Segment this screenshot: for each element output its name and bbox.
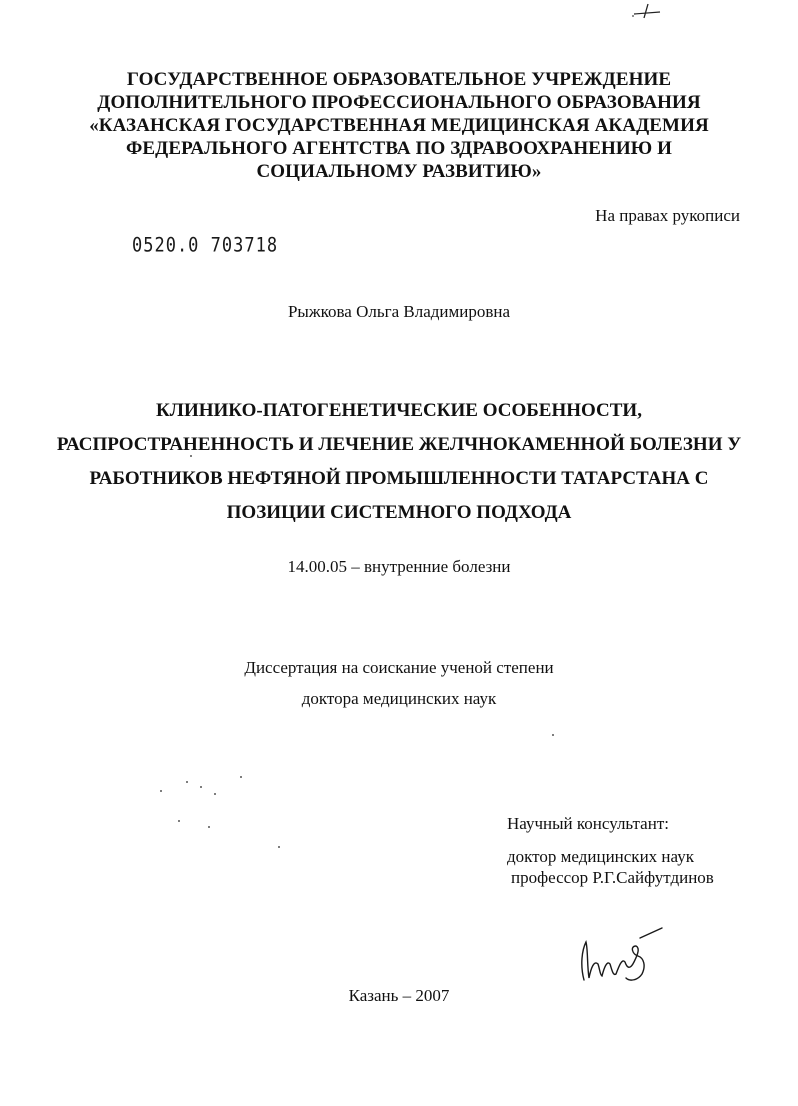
title-line: КЛИНИКО-ПАТОГЕНЕТИЧЕСКИЕ ОСОБЕННОСТИ,: [156, 400, 642, 421]
scan-speck: [178, 820, 180, 822]
serial-number: 0520.0 703718: [132, 234, 279, 257]
scan-speck: [240, 776, 242, 778]
title-line: РАСПРОСТРАНЕННОСТЬ И ЛЕЧЕНИЕ ЖЕЛЧНОКАМЕННОЙ БОЛЕЗНИ У: [56, 434, 742, 455]
scan-speck: [160, 790, 162, 792]
consultant-label: Научный консультант:: [507, 814, 669, 833]
consultant-line: доктор медицинских наук: [507, 847, 694, 866]
scan-speck: [208, 826, 210, 828]
degree-line: доктора медицинских наук: [301, 689, 497, 708]
institution-header: [0, 68, 798, 183]
author-name: Рыжкова Ольга Владимировна: [287, 302, 511, 321]
scan-speck: [214, 793, 216, 795]
scan-speck: [278, 846, 280, 848]
title-line: РАБОТНИКОВ НЕФТЯНОЙ ПРОМЫШЛЕННОСТИ ТАТАРСТАНА С: [89, 468, 709, 489]
scan-speck: [186, 781, 188, 783]
institution-line: ГОСУДАРСТВЕННОЕ ОБРАЗОВАТЕЛЬНОЕ УЧРЕЖДЕНИЕ: [126, 69, 672, 90]
scan-speck: [200, 786, 202, 788]
degree-statement: [0, 652, 798, 714]
scan-speck: [552, 734, 554, 736]
place-and-year: Казань – 2007: [348, 986, 450, 1005]
rights-note: На правах рукописи: [595, 206, 740, 225]
consultant-line: профессор Р.Г.Сайфутдинов: [511, 868, 714, 887]
institution-line: ДОПОЛНИТЕЛЬНОГО ПРОФЕССИОНАЛЬНОГО ОБРАЗОВАНИЯ: [97, 92, 701, 113]
institution-line: «КАЗАНСКАЯ ГОСУДАРСТВЕННАЯ МЕДИЦИНСКАЯ АКАДЕМИЯ: [89, 115, 709, 136]
degree-line: Диссертация на соискание ученой степени: [244, 658, 554, 677]
consultant-details: [507, 846, 714, 888]
institution-line: СОЦИАЛЬНОМУ РАЗВИТИЮ»: [256, 161, 542, 182]
title-line: ПОЗИЦИИ СИСТЕМНОГО ПОДХОДА: [226, 502, 572, 523]
scan-speck: [190, 455, 192, 457]
dissertation-title: [0, 394, 798, 530]
handwritten-mark-top: [630, 2, 664, 20]
specialty-code: 14.00.05 – внутренние болезни: [287, 557, 511, 576]
institution-line: ФЕДЕРАЛЬНОГО АГЕНТСТВА ПО ЗДРАВООХРАНЕНИЮ И: [125, 138, 673, 159]
handwritten-signature: [570, 920, 670, 990]
